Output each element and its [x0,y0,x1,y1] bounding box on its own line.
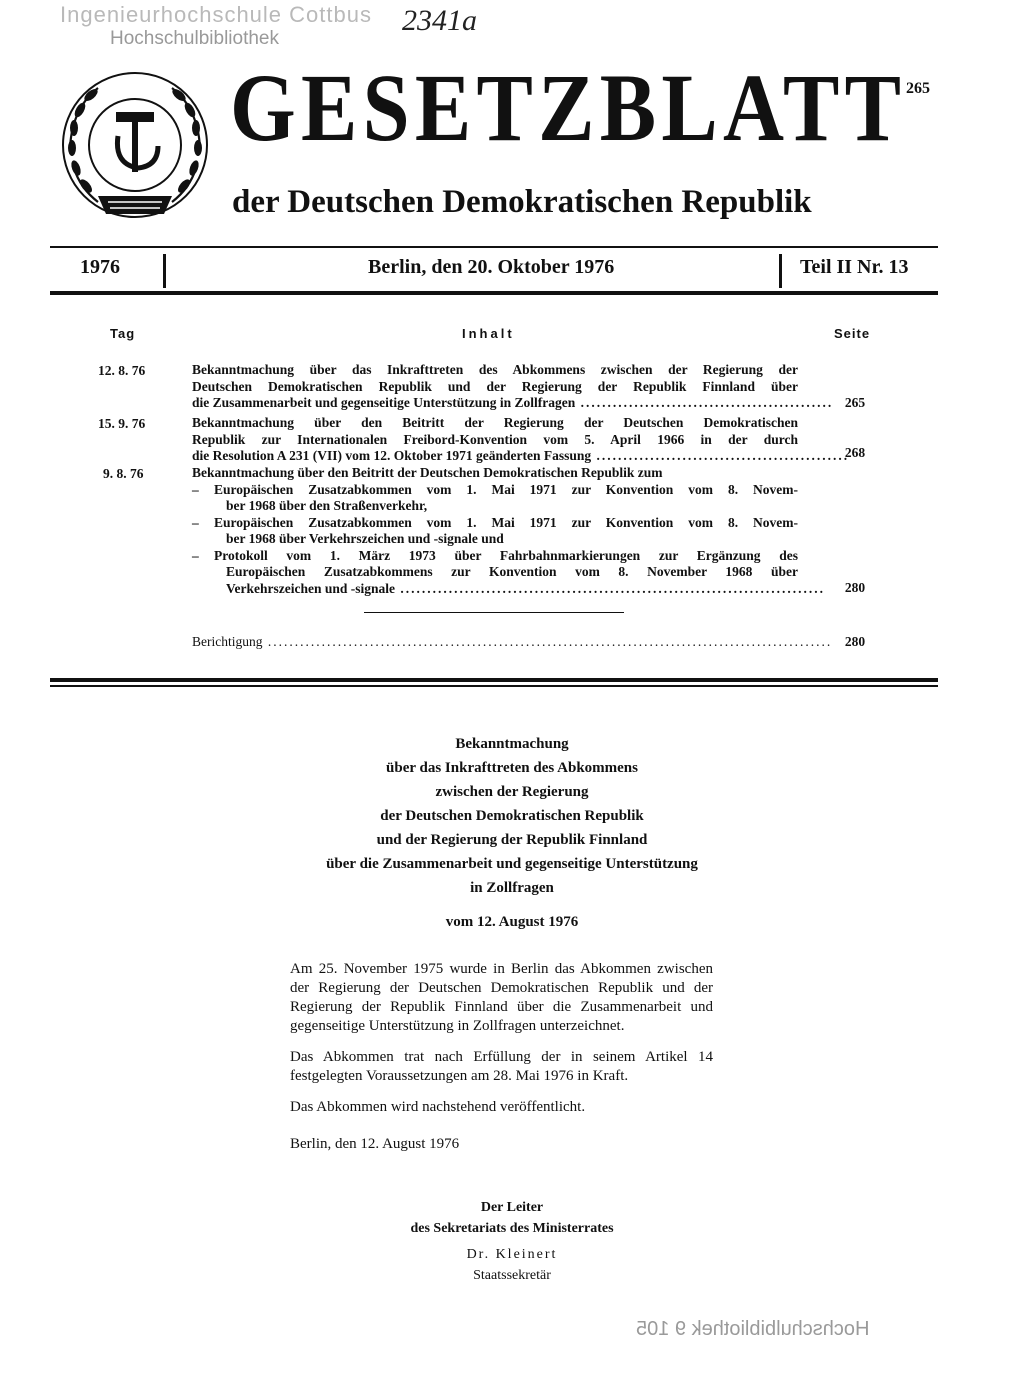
toc-entry-line: Bekanntmachung über das Inkrafttreten des Abkommens zwischen der Regierung der [192,362,798,377]
toc-entry-date: 12. 8. 76 [98,363,146,378]
toc-entry-intro: Bekanntmachung über den Beitritt der Deutschen Demokratischen Republik zum [192,465,663,480]
toc-correction[interactable]: Berichtigung ......................................................................................................... [192,634,833,649]
toc-entry-date: 9. 8. 76 [103,466,144,481]
toc-correction-page: 280 [844,634,866,649]
issue-year: 1976 [80,256,120,278]
announcement-body [290,960,713,1166]
toc-entry[interactable]: Bekanntmachung über den Beitritt der Deutschen Demokratischen Republik zum – Europäischen Zusatzabkommen vom 1. Mai 1971 zur Konvention vom 8. Novem- ber 1968 über den Straßenverkehr, – Europäischen Zusatzabkommen vom 1. Mai 1971 zur Konvention vom 8. Novem- ber 1968 über Verkehrszeichen und -signale und – Protokoll vom 1. März 1973 über Fahrbahnmarkierungen zur Ergänzung des Europäischen Zusatzabkommens zur Konvention vom 8. November 1968 über Verkehrszeichen und -signale ............................................................................... [192,465,826,596]
issue-part: Teil II Nr. 13 [800,256,909,278]
body-paragraph: Berlin, den 12. August 1976 [290,1136,460,1152]
body-paragraph: Das Abkommen wird nachstehend veröffentlicht. [290,1099,586,1115]
toc-entry-line: die Zusammenarbeit und gegenseitige Unterstützung in Zollfragen [192,395,576,410]
state-emblem-icon [58,68,212,222]
toc-entry-line: Deutschen Demokratischen Republik und der Regierung der Republik Finnland über [192,378,798,394]
library-stamp-line1: Ingenieurhochschule Cottbus [60,2,372,27]
issue-place-date: Berlin, den 20. Oktober 1976 [368,256,615,278]
toc-col-day: Tag [110,326,136,341]
signature-office: des Sekretariats des Ministerrates [410,1221,614,1236]
toc-col-page: Seite [834,326,871,341]
bleedthrough-stamp: Hochschulbibliothek 9 105 [636,1318,870,1340]
toc-entry[interactable]: Bekanntmachung über das Inkrafttreten des Abkommens zwischen der Regierung der Deutschen Demokratischen Republik und der Regierung der Republik Finnland über die Zusammenarbeit und gegenseitige Unterstützung in Zollfragen ............................................... [192,362,834,410]
body-paragraph: Am 25. November 1975 wurde in Berlin das Abkommen zwischen der Regierung der Deutschen Demokratischen Republik und der Regierung der Republik Finnland über die Zusammenarbeit und gegenseitige Unterstützung in Zollfragen unterzeichnet. [290,961,713,1034]
signature-title: Der Leiter [480,1200,544,1215]
toc-correction-label: Berichtigung [192,634,263,649]
masthead-subtitle: der Deutschen Demokratischen Republik [232,184,812,220]
toc-entry-line: Republik zur Internationalen Freibord-Konvention vom 5. April 1966 in der durch [192,431,798,447]
page-number: 265 [906,80,930,97]
signature-position: Staatssekretär [473,1268,551,1283]
masthead-title: GESETZBLATT [230,54,907,161]
toc-entry-page: 265 [844,395,866,410]
toc-entry-date: 15. 9. 76 [98,416,146,431]
body-paragraph: Das Abkommen trat nach Erfüllung der in seinem Artikel 14 festgelegten Voraussetzungen am 28. Mai 1976 in Kraft. [290,1049,713,1084]
toc-entry-page: 268 [844,445,866,460]
announcement-heading: Bekanntmachung über das Inkrafttreten des Abkommens zwischen der Regierung der Deutschen Demokratischen Republik und der Regierung der Republik Finnland über die Zusammenarbeit und gegenseitige Unterstützung in Zollfragen [326,736,698,896]
toc-entry-line: Bekanntmachung über den Beitritt der Regierung der Deutschen Demokratischen [192,415,798,430]
signature-name: Dr. Kleinert [466,1247,558,1262]
toc-entry-page: 280 [844,580,866,595]
library-stamp-line2: Hochschulbibliothek [110,28,279,49]
toc-col-content: Inhalt [462,326,515,341]
announcement-date: vom 12. August 1976 [445,914,579,930]
handwritten-note: 2341a [402,4,477,37]
toc-entry[interactable]: Bekanntmachung über den Beitritt der Regierung der Deutschen Demokratischen Republik zur Internationalen Freibord-Konvention vom 5. April 1966 in der durch die Resolution A 231 (VII) vom 12. Oktober 1971 geänderten Fassung ............................................... [192,415,850,463]
toc-entry-line: die Resolution A 231 (VII) vom 12. Oktober 1971 geänderten Fassung [192,448,592,463]
